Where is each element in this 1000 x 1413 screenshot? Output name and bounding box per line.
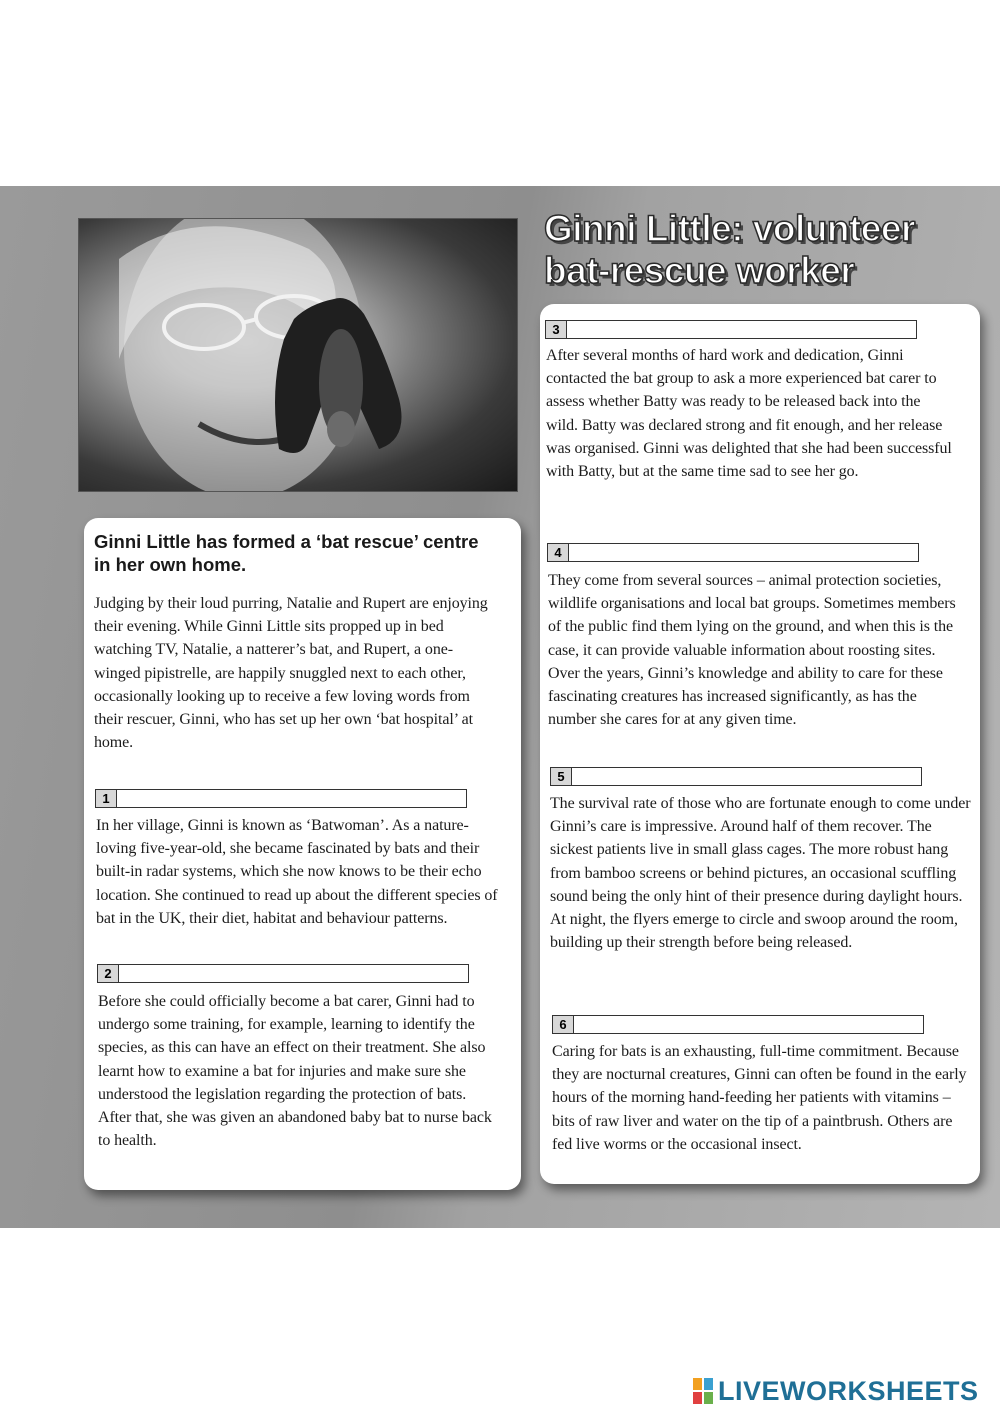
section-5-text: The survival rate of those who are fortunate enough to come under Ginni’s care is impressive. Around half of them recover. The sickest patients live in small glass cages. The more robust hang from bamboo screens or behind pictures, an occasional scuffling sound being the only hint of their presence during daylight hours. At night, the flyers emerge to circle and swoop around the room, building up their strength before being released.: [550, 795, 971, 952]
answer-box-5[interactable]: [550, 767, 922, 786]
section-3-text: After several months of hard work and dedication, Ginni contacted the bat group to ask a more experienced bat carer to assess whether Batty was ready to be released back into the wild. Batty was declared strong and fit enough, and her release was organised. Ginni was delighted that she had been successful with Batty, but at the same time sad to see her go.: [546, 347, 952, 481]
answer-box-4[interactable]: [547, 543, 919, 562]
answer-box-1[interactable]: [95, 789, 467, 808]
intro-paragraph: Judging by their loud purring, Natalie and Rupert are enjoying their evening. While Ginni Little sits propped up in bed watching TV, Natalie, a natterer’s bat, and Rupert, a one-winged pipistrelle, are happily snuggled next to each other, occasionally looking up to receive a few loving words from their rescuer, Ginni, who has set up her own ‘bat hospital’ at home.: [94, 595, 488, 752]
section-number-2: 2: [98, 965, 119, 982]
brand-name: LIVEWORKSHEETS: [718, 1375, 979, 1406]
photo-woman-with-bat: [78, 218, 518, 492]
section-2-text: Before she could officially become a bat carer, Ginni had to undergo some training, for example, learning to identify the species, as this can have an effect on their treatment. She also learnt how to examine a bat for injuries and make sure she understood the legislation regarding the protection of bats. After that, she was given an abandoned baby bat to nurse back to health.: [98, 993, 492, 1150]
section-1-text: In her village, Ginni is known as ‘Batwoman’. As a nature-loving five-year-old, she became fascinated by bats and their built-in radar systems, which she now knows to be their echo location. She continued to read up about the different species of bat in the UK, their diet, habitat and behaviour patterns.: [96, 817, 498, 927]
article-subheading: Ginni Little has formed a ‘bat rescue’ centre in her own home.: [94, 531, 479, 575]
answer-box-2[interactable]: [97, 964, 469, 983]
photo-illustration: [79, 219, 517, 491]
section-number-5: 5: [551, 768, 572, 785]
section-4-text: They come from several sources – animal protection societies, wildlife organisations and local bat groups. Sometimes members of the public find them lying on the ground, and when this is the case, it can provide valuable information about roosting sites. Over the years, Ginni’s knowledge and ability to care for these fascinating creatures has increased significantly, as has the number she cares for at any given time.: [548, 572, 956, 729]
section-number-4: 4: [548, 544, 569, 561]
section-6-text: Caring for bats is an exhausting, full-time commitment. Because they are nocturnal creatures, Ginni can often be found in the early hours of the morning hand-feeding her patients with vitamins – bits of raw liver and water on the tip of a paintbrush. Others are fed live worms or the occasional insect.: [552, 1043, 967, 1153]
answer-box-3[interactable]: [545, 320, 917, 339]
liveworksheets-logo-icon: [693, 1378, 715, 1404]
liveworksheets-brand: [693, 1376, 979, 1406]
answer-box-6[interactable]: [552, 1015, 924, 1034]
section-number-1: 1: [96, 790, 117, 807]
section-number-6: 6: [553, 1016, 574, 1033]
section-number-3: 3: [546, 321, 567, 338]
article-title: Ginni Little: volunteer bat-rescue worker: [544, 208, 915, 291]
